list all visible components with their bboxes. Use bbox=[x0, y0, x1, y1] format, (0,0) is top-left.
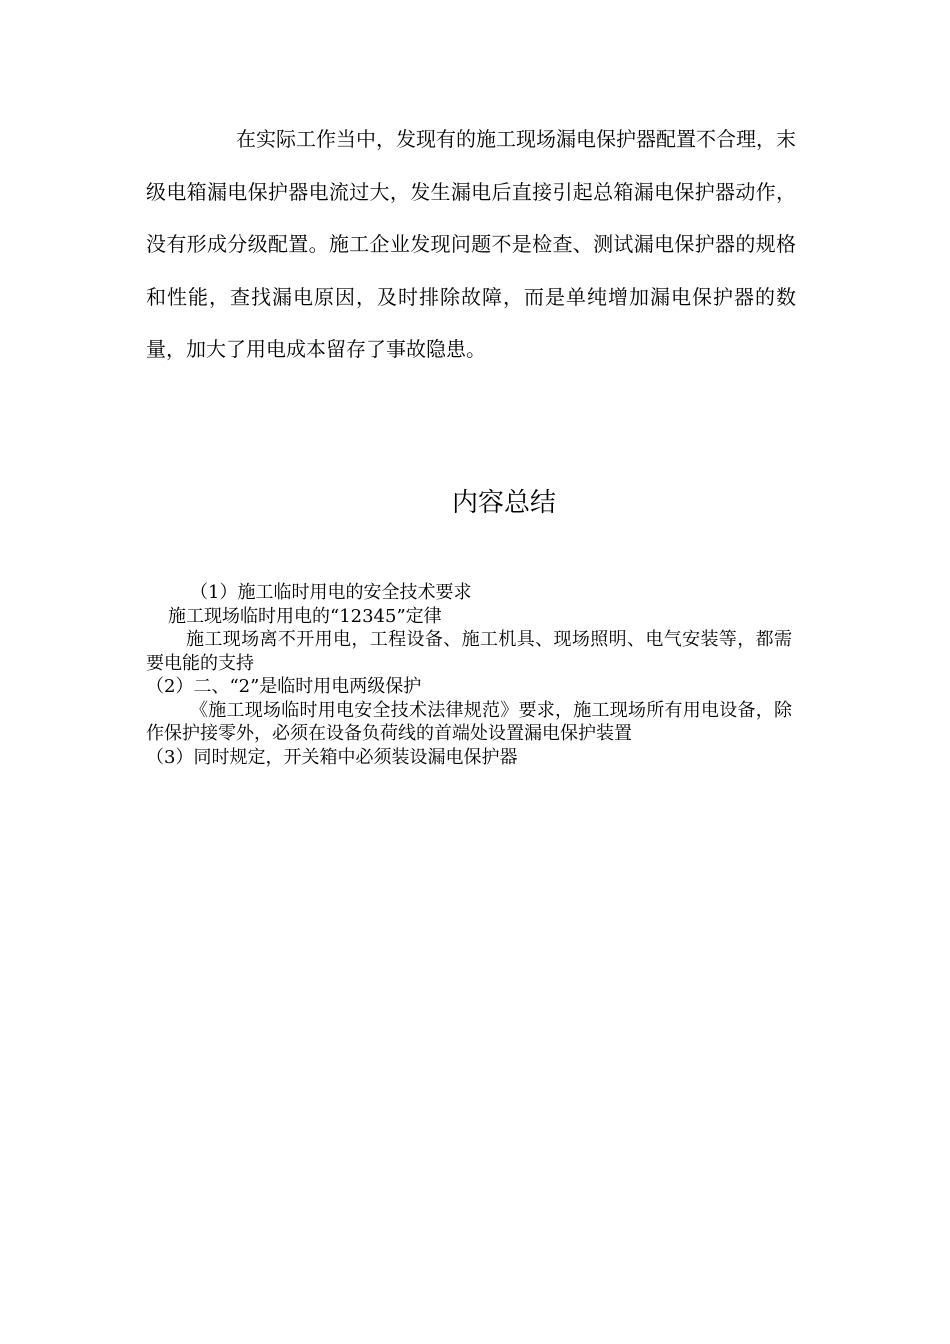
summary-line-2: 施工现场临时用电的“12345”定律 bbox=[168, 605, 442, 627]
summary-line-4: （2）二、“2”是临时用电两级保护 bbox=[146, 676, 422, 697]
intro-paragraph: 在实际工作当中，发现有的施工现场漏电保护器配置不合理，末级电箱漏电保护器电流过大，发生漏电后直接引起总箱漏电保护器动作，没有形成分级配置。施工企业发现问题不是检查、测试漏电保护器的规格和性能，查找漏电原因，及时排除故障，而是单纯增加漏电保护器的数量，加大了用电成本留存了事故隐患。 bbox=[146, 127, 796, 361]
summary-line-3: 施工现场离不开用电，工程设备、施工机具、现场照明、电气安装等，都需要电能的支持 bbox=[146, 629, 792, 674]
summary-line-1: （1）施工临时用电的安全技术要求 bbox=[190, 582, 472, 603]
summary-heading: 内容总结 bbox=[451, 488, 556, 518]
summary-line-6: （3）同时规定，开关箱中必须装设漏电保护器 bbox=[146, 746, 518, 768]
summary-section bbox=[146, 581, 792, 769]
summary-line-5: 《施工现场临时用电安全技术法律规范》要求，施工现场所有用电设备，除作保护接零外，必须在设备负荷线的首端处设置漏电保护装置 bbox=[146, 699, 792, 744]
